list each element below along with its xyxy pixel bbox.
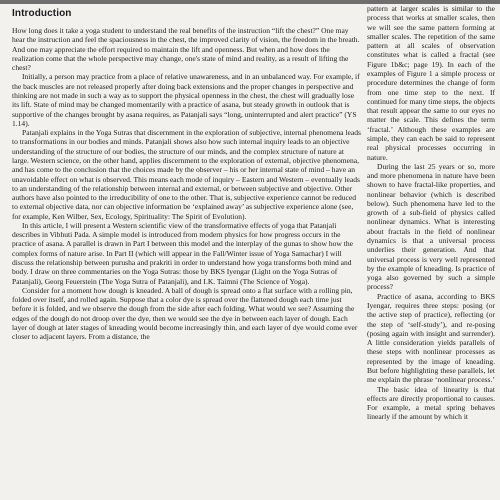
paragraph: Practice of asana, according to BKS Iyengar, requires three steps: posing (or the active step of practice), reflecting (or the step of ‘self-study’), and re-posing (posing again with insight and surrender). A little consideration yields parallels of these steps with nonlinear processes as represented by the image of kneading. But before highlighting these parallels, let me explain the phrase ‘nonlinear process.’	[367, 291, 495, 385]
paragraph: Initially, a person may practice from a place of relative unawareness, and in an unbalanced way. For example, if the back muscles are not released properly after doing back extensions and the proper changes in perspective and thinking are not made in such a way as to support the physical openness in the chest, the chest will gradually lose its lift. State of mind may be changed momentarily with a practice of asana, but steady growth in outlook that is supportive of the changes brought by asana requires, as Patanjali says “long, uninterrupted and alert practice” (YS 1.14).	[12, 72, 360, 128]
right-column	[367, 4, 495, 500]
paragraph: During the last 25 years or so, more and more phenomena in nature have been shown to have fractal-like properties, and nonlinear behavior (which is described below). Such phenomena have led to the growth of a sub-field of physics called nonlinear dynamics. What is interesting about fractals in the field of nonlinear dynamics is that a universal process underlies their generation. And that universal process is very well represented by the example of kneading. Is practice of yoga also governed by such a simple process?	[367, 161, 495, 292]
paragraph: The basic idea of linearity is that effects are directly proportional to causes. For example, a metal spring behaves linearly if the amount by which it	[367, 384, 495, 422]
paragraph: In this article, I will present a Western scientific view of the transformative effects of yoga that Patanjali describes in Vibhuti Pada. A simple model is introduced from modern physics for how progress occurs in the practice of asana. A parallel is drawn in Part I between this model and the interplay of the gunas to show how the complex forms of nature arise. In Part II (which will appear in the Fall/Winter issue of Yoga Samachar) I will discuss the relationship between purusha and prakriti in order to understand how yoga transforms both mind and body. I draw on three commentaries on the Yoga Sutras: those by BKS Iyengar (Light on the Yoga Sutras of Patanjali), Georg Feuerstein (The Yoga Sutra of Patanjali), and I.K. Taimni (The Science of Yoga).	[12, 220, 353, 286]
paragraph: How long does it take a yoga student to understand the real benefits of the instruction “lift the chest?” One may hear the instruction and feel the spaciousness in the chest, the improved clarity of vision, the freedom in the breath. And one may appreciate the effort required to maintain the lift and openness. But when and how does the realization come that the whole perspective may change, one's state of mind and reality, as a result of lifting the chest?	[12, 26, 360, 73]
paragraph: Consider for a moment how dough is kneaded. A ball of dough is spread onto a flat surface with a rolling pin, folded over itself, and rolled again. Suppose that a color dye is spread over the flattened dough each time just before it is folded, and we observe the dough from the side after each folding. What would we see? Assuming the edges of the dough do not droop over the dye, then we would see the dye in between each layer of dough. Each layer of dough at later stages of kneading would become increasingly thin, and each layer of dye would come ever closer to adjacent layers. From a distance, the	[12, 285, 358, 342]
left-column	[12, 26, 361, 500]
paragraph: pattern at larger scales is similar to the process that works at smaller scales, then we will see the same pattern forming at smaller scales. The repetition of the same pattern at all scales of observation constitutes what is called a fractal (see Figure 1b&c; page 19). In each of the examples of Figure 1 a simple process or procedure determines the change of form from one time step to the next. If continued for many time steps, the objects that result appear the same to our eyes no matter the scale. This defines the term ‘fractal.’ Although these examples are simple, they can each be said to represent real physical processes occurring in nature.	[367, 4, 495, 162]
section-heading: Introduction	[12, 8, 72, 19]
paragraph: Patanjali explains in the Yoga Sutras that discernment in the exploration of subjective, internal phenomena leads to transformations in our bodies and minds. Patanjali shows also how such internal inquiry leads to an objective understanding of the structure of our bodies, the structure of our minds, and the complex structure of nature at large. Western science, on the other hand, applies discernment to the exploration of external, objective phenomena, and has come to the conclusion that the choices made by the observer – his or her internal state of mind – have an unavoidable effect on what is observed. This means each mode of inquiry – Eastern and Western – eventually leads to an understanding of the relationship between internal and external, or between subjective and objective. Other authors have also pointed to the irreducibility of one to the other. That is, subjective experience cannot be reduced to external objective data, nor can objective information be ‘explained away’ as subjective experience alone (see, for example, Ken Wilber, Sex, Ecology, Spirituality: The Spirit of Evolution).	[12, 128, 361, 221]
